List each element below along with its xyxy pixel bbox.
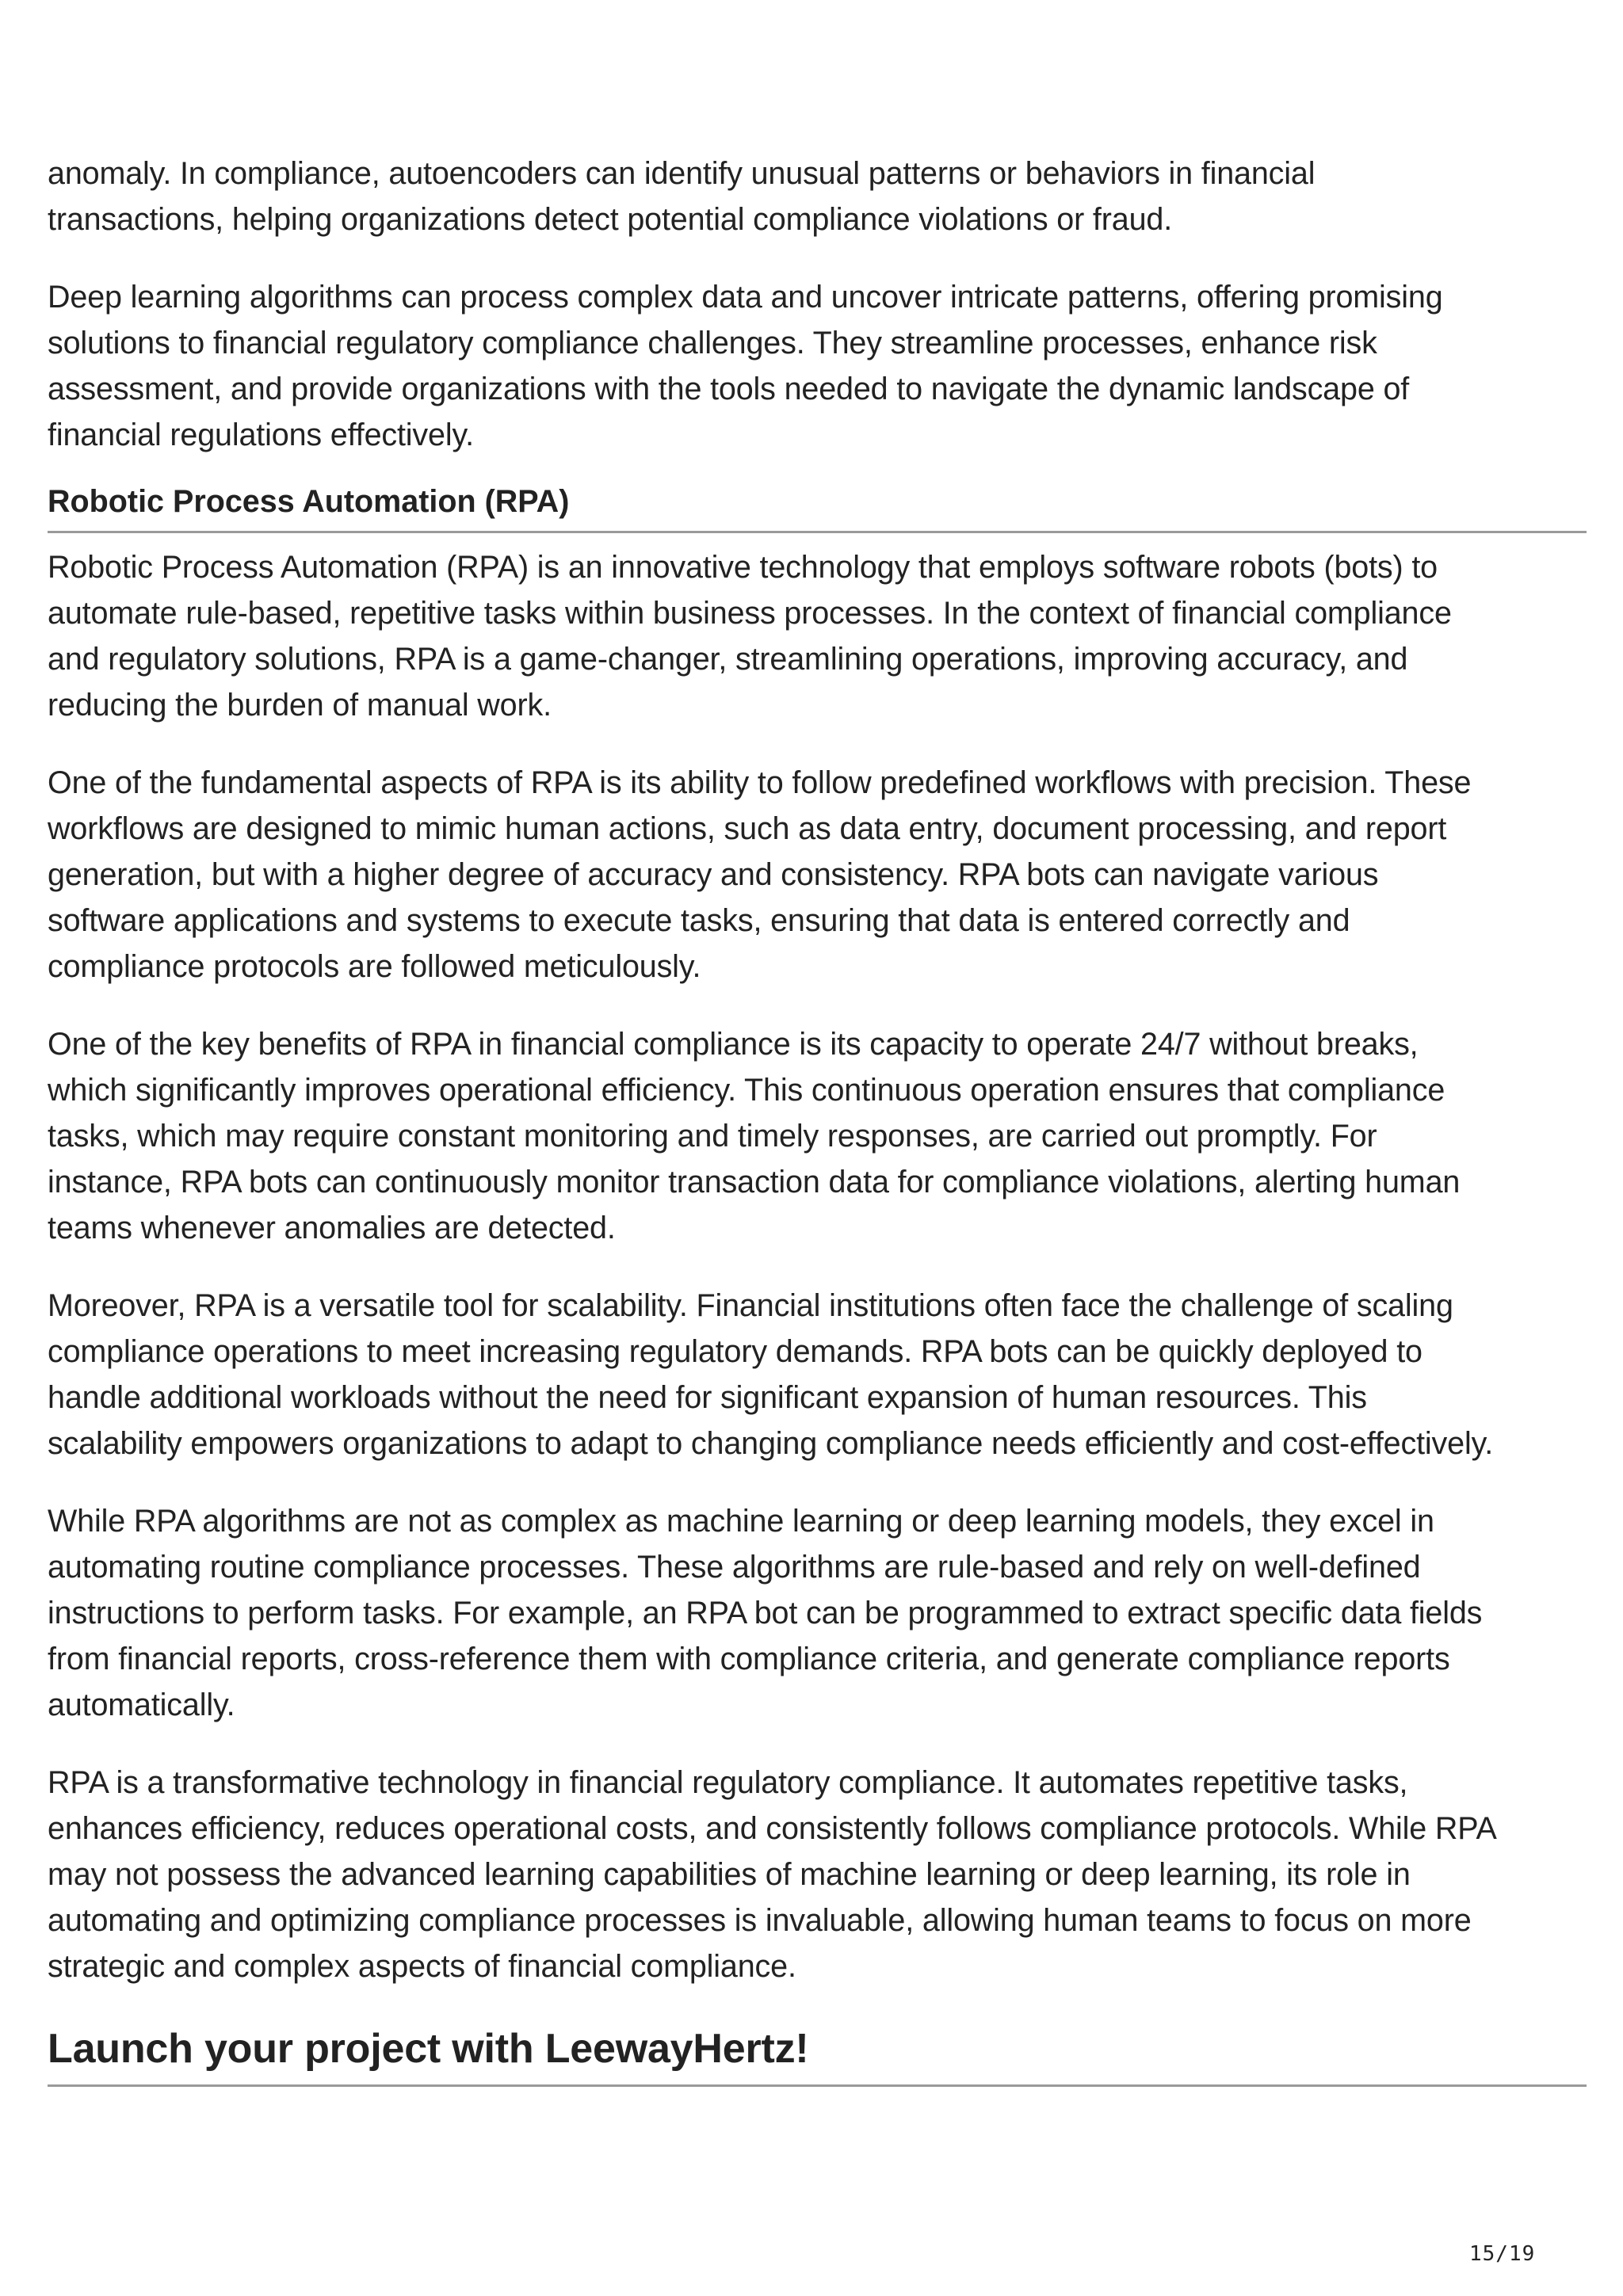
rpa-paragraph-1: Robotic Process Automation (RPA) is an innovative technology that employs software robots (bots) to automate rule-based, repetitive tasks within business processes. In the context of financial compliance and regulatory solutions, RPA is a game-changer, streamlining operations, improving accuracy, and reducing the burden of manual work. (48, 550, 1452, 723)
intro-paragraph-1: anomaly. In compliance, autoencoders can identify unusual patterns or behaviors in financial transactions, helping organizations detect potential compliance violations or fraud. (48, 156, 1316, 237)
rpa-paragraph-5: While RPA algorithms are not as complex as machine learning or deep learning models, they excel in automating routine compliance processes. These algorithms are rule-based and rely on well-defined instructions to perform tasks. For example, an RPA bot can be programmed to extract specific data fields from financial reports, cross-reference them with compliance criteria, and generate compliance reports automatically. (48, 1504, 1483, 1722)
rpa-paragraph-3: One of the key benefits of RPA in financial compliance is its capacity to operate 24/7 without breaks, which significantly improves operational efficiency. This continuous operation ensures that compliance tasks, which may require constant monitoring and timely responses, are carried out promptly. For instance, RPA bots can continuously monitor transaction data for compliance violations, alerting human teams whenever anomalies are detected. (48, 1027, 1461, 1245)
rpa-paragraph-6: RPA is a transformative technology in financial regulatory compliance. It automates repetitive tasks, enhances efficiency, reduces operational costs, and consistently follows compliance protocols. While RPA may not possess the advanced learning capabilities of machine learning or deep learning, its role in automating and optimizing compliance processes is invaluable, allowing human teams to focus on more strategic and complex aspects of financial compliance. (48, 1765, 1497, 1984)
page-number: 15/19 (1469, 2242, 1536, 2266)
rpa-paragraph-2: One of the fundamental aspects of RPA is its ability to follow predefined workflows with precision. These workflows are designed to mimic human actions, such as data entry, document processing, and report generation, but with a higher degree of accuracy and consistency. RPA bots can navigate various software applications and systems to execute tasks, ensuring that data is entered correctly and compliance protocols are followed meticulously. (48, 765, 1472, 984)
intro-paragraph-2: Deep learning algorithms can process complex data and uncover intricate patterns, offering promising solutions to financial regulatory compliance challenges. They streamline processes, enhance risk assessment, and provide organizations with the tools needed to navigate the dynamic landscape of financial regulations effectively. (48, 280, 1443, 452)
document-page (48, 151, 1587, 2087)
rpa-section-heading: Robotic Process Automation (RPA) (48, 479, 1587, 533)
rpa-paragraph-4: Moreover, RPA is a versatile tool for scalability. Financial institutions often face the challenge of scaling compliance operations to meet increasing regulatory demands. RPA bots can be quickly deployed to handle additional workloads without the need for significant expansion of human resources. This scalability empowers organizations to adapt to changing compliance needs efficiently and cost-effectively. (48, 1288, 1494, 1461)
launch-heading: Launch your project with LeewayHertz! (48, 2021, 1587, 2087)
